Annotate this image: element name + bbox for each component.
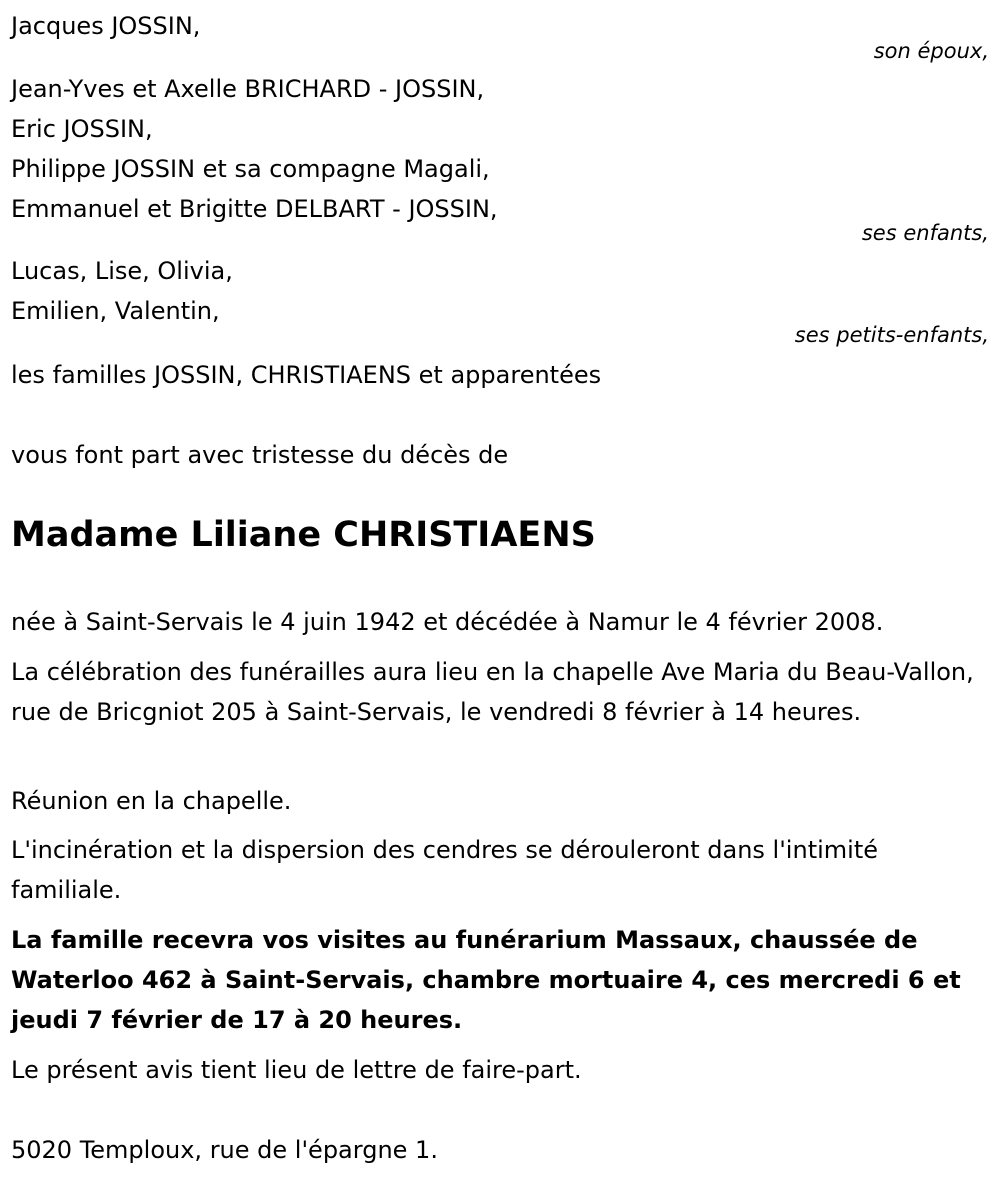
spouse-name: Jacques JOSSIN, (11, 12, 201, 40)
visits-paragraph: La famille recevra vos visites au funérarium Massaux, chaussée de Waterloo 462 à Saint-Servais, chambre mortuaire 4, ces mercredi 6 et jeudi 7 février de 17 à 20 heures. (11, 926, 961, 1034)
grandchildren-role: ses petits-enfants, (794, 323, 989, 347)
child-line: Eric JOSSIN, (11, 115, 153, 143)
child-line: Jean-Yves et Axelle BRICHARD - JOSSIN, (11, 75, 485, 103)
address-line: 5020 Temploux, rue de l'épargne 1. (11, 1136, 438, 1164)
deceased-name: Madame Liliane CHRISTIAENS (11, 515, 596, 555)
child-line: Philippe JOSSIN et sa compagne Magali, (11, 155, 490, 183)
reunion-paragraph: Réunion en la chapelle. (11, 787, 292, 815)
birth-death-paragraph: née à Saint-Servais le 4 juin 1942 et décédée à Namur le 4 février 2008. (11, 608, 884, 636)
notice-paragraph: Le présent avis tient lieu de lettre de faire-part. (11, 1056, 582, 1084)
families-line: les familles JOSSIN, CHRISTIAENS et apparentées (11, 361, 602, 389)
children-role: ses enfants, (861, 221, 989, 245)
cremation-paragraph: L'incinération et la dispersion des cendres se dérouleront dans l'intimité familiale. (11, 836, 878, 904)
grandchild-line: Emilien, Valentin, (11, 297, 220, 325)
grandchild-line: Lucas, Lise, Olivia, (11, 257, 233, 285)
child-line: Emmanuel et Brigitte DELBART - JOSSIN, (11, 195, 498, 223)
ceremony-paragraph: La célébration des funérailles aura lieu en la chapelle Ave Maria du Beau-Vallon, rue de Bricgniot 205 à Saint-Servais, le vendredi 8 février à 14 heures. (11, 658, 974, 726)
announcement-line: vous font part avec tristesse du décès de (11, 441, 509, 469)
spouse-role: son époux, (873, 39, 989, 63)
